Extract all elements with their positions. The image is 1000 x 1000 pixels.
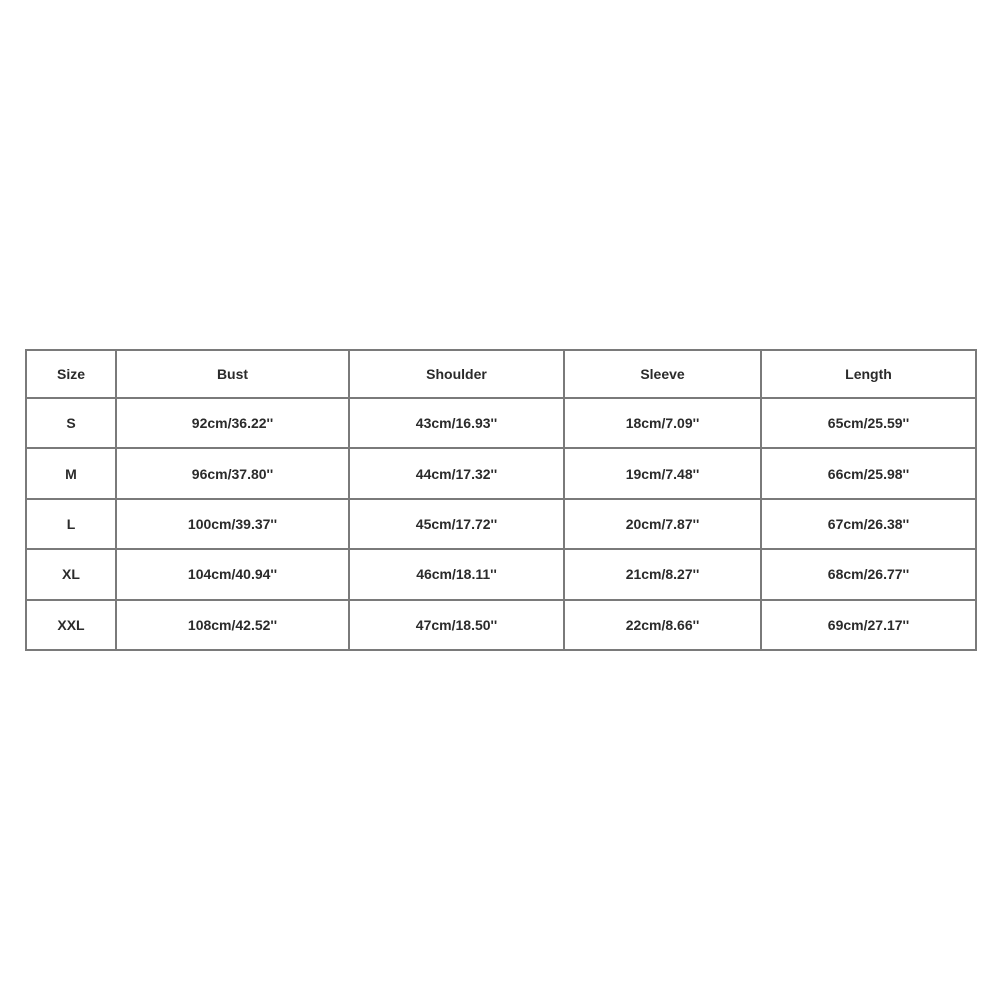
cell-bust: 104cm/40.94'' [116,549,349,599]
cell-length: 69cm/27.17'' [761,600,976,650]
cell-sleeve: 18cm/7.09'' [564,398,761,448]
cell-bust: 92cm/36.22'' [116,398,349,448]
header-size: Size [26,350,116,398]
cell-sleeve: 21cm/8.27'' [564,549,761,599]
size-chart-table [25,349,977,651]
header-bust: Bust [116,350,349,398]
cell-bust: 96cm/37.80'' [116,448,349,498]
table-row [26,600,976,650]
cell-shoulder: 43cm/16.93'' [349,398,564,448]
cell-sleeve: 22cm/8.66'' [564,600,761,650]
cell-sleeve: 19cm/7.48'' [564,448,761,498]
cell-size: XXL [26,600,116,650]
table-row [26,549,976,599]
header-sleeve: Sleeve [564,350,761,398]
cell-shoulder: 45cm/17.72'' [349,499,564,549]
table-row [26,448,976,498]
cell-shoulder: 47cm/18.50'' [349,600,564,650]
cell-size: M [26,448,116,498]
cell-length: 65cm/25.59'' [761,398,976,448]
cell-sleeve: 20cm/7.87'' [564,499,761,549]
cell-length: 67cm/26.38'' [761,499,976,549]
cell-size: S [26,398,116,448]
header-shoulder: Shoulder [349,350,564,398]
table-header-row [26,350,976,398]
cell-shoulder: 44cm/17.32'' [349,448,564,498]
cell-size: L [26,499,116,549]
cell-size: XL [26,549,116,599]
cell-length: 66cm/25.98'' [761,448,976,498]
table-row [26,499,976,549]
cell-shoulder: 46cm/18.11'' [349,549,564,599]
table-row [26,398,976,448]
cell-length: 68cm/26.77'' [761,549,976,599]
header-length: Length [761,350,976,398]
cell-bust: 100cm/39.37'' [116,499,349,549]
cell-bust: 108cm/42.52'' [116,600,349,650]
